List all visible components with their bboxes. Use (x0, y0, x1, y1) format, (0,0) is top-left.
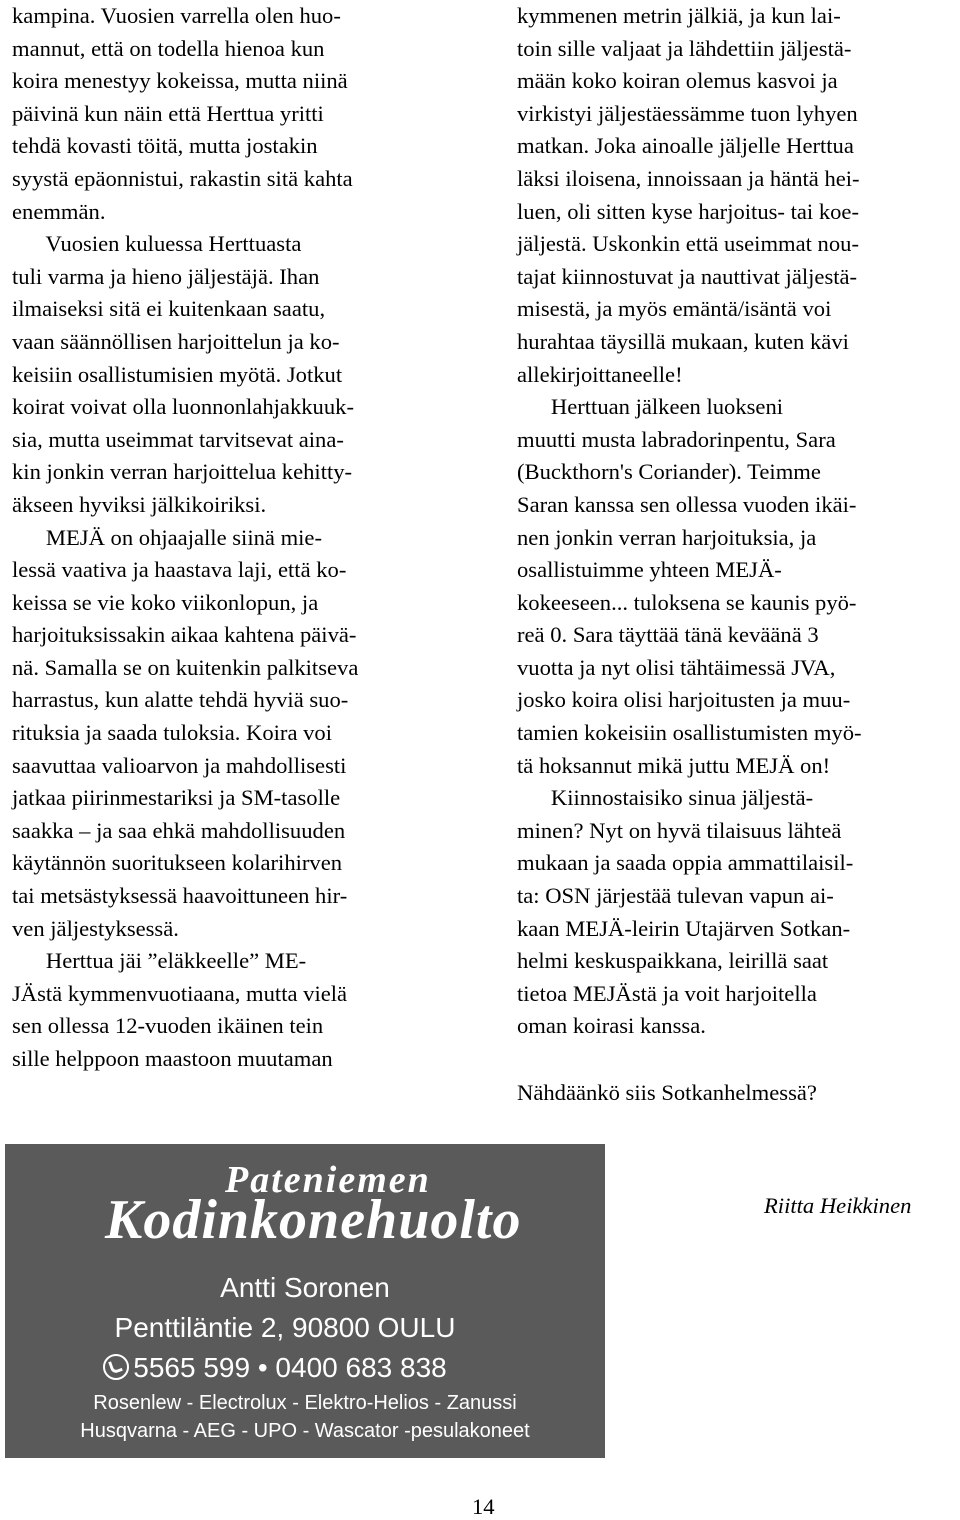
left-column-line: vaan säännöllisen harjoittelun ja ko- (12, 328, 340, 354)
left-column-line: Herttua jäi ”eläkkeelle” ME- (12, 948, 307, 974)
right-column-line: minen? Nyt on hyvä tilaisuus lähteä (517, 817, 842, 843)
right-column-line: osallistuimme yhteen MEJÄ- (517, 557, 782, 583)
advertisement (5, 1144, 605, 1458)
left-column-line: saavuttaa valioarvon ja mahdollisesti (12, 752, 347, 778)
right-column-line: jäljestä. Uskonkin että useimmat nou- (517, 231, 859, 257)
left-column-line: jatkaa piirinmestariksi ja SM-tasolle (12, 785, 341, 811)
left-column-line: äkseen hyviksi jälkikoiriksi. (12, 491, 267, 517)
left-column-line: ilmaiseksi sitä ei kuitenkaan saatu, (12, 296, 326, 322)
left-column-line: sen ollessa 12-vuoden ikäinen tein (12, 1013, 324, 1039)
left-column-line: tehdä kovasti töitä, mutta jostakin (12, 133, 318, 159)
right-column-line: toin sille valjaat ja lähdettiin jäljestä- (517, 35, 852, 61)
right-column-line: kokeeseen... tuloksena se kaunis pyö- (517, 589, 857, 615)
right-column-line: vuotta ja nyt olisi tähtäimessä JVA, (517, 654, 836, 680)
left-column-line: päivinä kun näin että Herttua yritti (12, 100, 324, 126)
right-column-line: tajat kiinnostuvat ja nauttivat jäljestä- (517, 263, 858, 289)
left-column-line: lessä vaativa ja haastava laji, että ko- (12, 557, 347, 583)
left-column-line: Vuosien kuluessa Herttuasta (12, 231, 302, 257)
right-column-line: oman koirasi kanssa. (517, 1013, 706, 1039)
left-column-line: sille helppoon maastoon muutaman (12, 1046, 333, 1071)
phone-icon (103, 1354, 129, 1380)
right-column-line: misestä, ja myös emäntä/isäntä voi (517, 296, 832, 322)
right-column-line: tamien kokeisiin osallistumisten myö- (517, 720, 862, 746)
right-column-line: josko koira olisi harjoitusten ja muu- (517, 687, 851, 713)
left-column-line: MEJÄ on ohjaajalle siinä mie- (12, 524, 322, 550)
right-column-line: reä 0. Sara täyttää tänä keväänä 3 (517, 622, 819, 648)
right-column-line: tietoa MEJÄstä ja voit harjoitella (517, 980, 817, 1006)
right-column-line: virkistyi jäljestäessämme tuon lyhyen (517, 100, 858, 126)
closing-line: Nähdäänkö siis Sotkanhelmessä? (517, 1080, 817, 1105)
paragraph-gap (517, 1043, 957, 1077)
left-column-line: nä. Samalla se on kuitenkin palkitseva (12, 654, 359, 680)
left-column-line: harjoituksissakin aikaa kahtena päivä- (12, 622, 357, 648)
right-column-line: luen, oli sitten kyse harjoitus- tai koe- (517, 198, 859, 224)
right-column-line: ta: OSN järjestää tulevan vapun ai- (517, 883, 834, 909)
left-column-line: enemmän. (12, 198, 106, 224)
ad-contact-name: Antti Soronen (220, 1272, 390, 1303)
right-column-line: nen jonkin verran harjoituksia, ja (517, 524, 817, 550)
right-column (517, 0, 957, 1110)
left-column-line: tai metsästyksessä haavoittuneen hir- (12, 883, 348, 909)
right-column-line: allekirjoittaneelle! (517, 361, 683, 387)
ad-phone-line (5, 1352, 575, 1384)
right-column-line: läksi iloisena, innoissaan ja häntä hei- (517, 165, 860, 191)
left-column-line: sia, mutta useimmat tarvitsevat aina- (12, 426, 344, 452)
ad-phones: 5565 599 • 0400 683 838 (133, 1352, 447, 1383)
right-column-line: helmi keskuspaikkana, leirillä saat (517, 948, 829, 974)
left-column-line: tuli varma ja hieno jäljestäjä. Ihan (12, 263, 320, 289)
left-column-line: kin jonkin verran harjoittelua kehitty- (12, 459, 353, 485)
right-column-line: matkan. Joka ainoalle jäljelle Herttua (517, 133, 854, 159)
ad-brands-line1: Rosenlew - Electrolux - Elektro-Helios - Zanussi (93, 1392, 517, 1414)
ad-brands-line2: Husqvarna - AEG - UPO - Wascator -pesulakoneet (80, 1420, 530, 1442)
right-column-line: hurahtaa täysillä mukaan, kuten kävi (517, 328, 849, 354)
left-column (12, 0, 482, 1076)
left-column-line: syystä epäonnistui, rakastin sitä kahta (12, 165, 353, 191)
author-signature: Riitta Heikkinen (764, 1193, 912, 1218)
ad-address: Penttiläntie 2, 90800 OULU (114, 1312, 456, 1343)
left-column-line: mannut, että on todella hienoa kun (12, 35, 325, 61)
left-column-line: harrastus, kun alatte tehdä hyviä suo- (12, 687, 349, 713)
left-column-line: koira menestyy kokeissa, mutta niinä (12, 68, 348, 94)
right-column-line: kymmenen metrin jälkiä, ja kun lai- (517, 3, 841, 28)
left-column-line: ven jäljestyksessä. (12, 915, 179, 941)
right-column-line: mukaan ja saada oppia ammattilaisil- (517, 850, 854, 876)
right-column-line: Saran kanssa sen ollessa vuoden ikäi- (517, 491, 857, 517)
ad-logo-top: Pateniemen (225, 1159, 431, 1201)
right-column-line: kaan MEJÄ-leirin Utajärven Sotkan- (517, 915, 851, 941)
left-column-line: kampina. Vuosien varrella olen huo- (12, 3, 341, 28)
right-column-line: Herttuan jälkeen luokseni (517, 394, 784, 420)
right-column-line: muutti musta labradorinpentu, Sara (517, 426, 836, 452)
left-column-line: keissa se vie koko viikonlopun, ja (12, 589, 319, 615)
ad-logo-main: Kodinkonehuolto (105, 1189, 522, 1251)
left-column-line: keisiin osallistumisien myötä. Jotkut (12, 361, 343, 387)
right-column-line: (Buckthorn's Coriander). Teimme (517, 459, 821, 485)
left-column-line: saakka – ja saa ehkä mahdollisuuden (12, 817, 346, 843)
page-number: 14 (472, 1494, 495, 1519)
left-column-line: käytännön suoritukseen kolarihirven (12, 850, 343, 876)
left-column-line: rituksia ja saada tuloksia. Koira voi (12, 720, 332, 746)
right-column-line: tä hoksannut mikä juttu MEJÄ on! (517, 752, 831, 778)
right-column-line: Kiinnostaisiko sinua jäljestä- (517, 785, 814, 811)
left-column-line: koirat voivat olla luonnonlahjakkuuk- (12, 394, 354, 420)
left-column-line: JÄstä kymmenvuotiaana, mutta vielä (12, 980, 348, 1006)
right-column-line: mään koko koiran olemus kasvoi ja (517, 68, 838, 94)
